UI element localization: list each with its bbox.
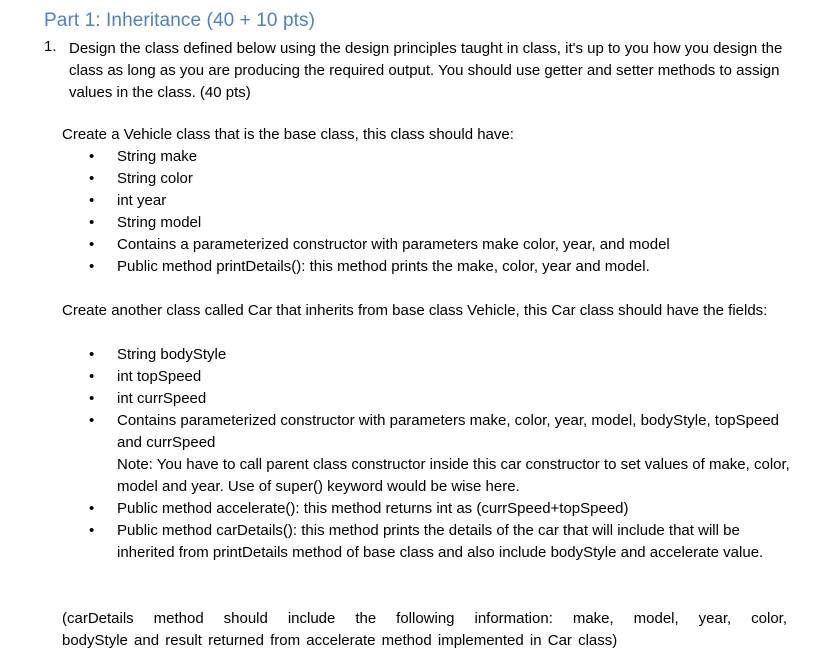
bullet-icon: • [89, 412, 95, 429]
bullet-icon: • [89, 500, 95, 517]
list-item: • int year [62, 190, 797, 212]
bullet-icon: • [89, 390, 95, 407]
bullet-icon: • [89, 236, 95, 253]
list-item: • String make [62, 146, 797, 168]
list-item: • Public method printDetails(): this method prints the make, color, year and model. [62, 256, 797, 278]
closing-line-1: (carDetails method should include the following information: make, model, year, color, [62, 610, 787, 627]
section-heading: Part 1: Inheritance (40 + 10 pts) [44, 10, 316, 31]
car-field-list [62, 344, 797, 564]
bullet-icon: • [89, 214, 95, 231]
bullet-icon: • [89, 170, 95, 187]
constructor-note: Note: You have to call parent class constructor inside this car constructor to set values of make, color, model and year. Use of super() keyword would be wise here. [117, 456, 790, 495]
bullet-icon: • [89, 148, 95, 165]
question-text: Design the class defined below using the design principles taught in class, it's up to you how you design the class as long as you are producing the required output. You should use getter and setter methods to assign values in the class. (40 pts) [69, 40, 783, 101]
list-item: • Contains a parameterized constructor with parameters make color, year, and model [62, 234, 797, 256]
list-item: • String bodyStyle [62, 344, 797, 366]
bullet-icon: • [89, 192, 95, 209]
car-intro: Create another class called Car that inherits from base class Vehicle, this Car class should have the fields: [62, 302, 768, 319]
list-item: • Public method accelerate(): this method returns int as (currSpeed+topSpeed) [62, 498, 797, 520]
bullet-icon: • [89, 368, 95, 385]
list-item: • String color [62, 168, 797, 190]
closing-note [62, 608, 787, 652]
list-item: • String model [62, 212, 797, 234]
bullet-icon: • [89, 346, 95, 363]
question-number: 1. [44, 38, 57, 55]
closing-line-2: bodyStyle and result returned from accelerate method implemented in Car class) [62, 632, 618, 649]
vehicle-intro: Create a Vehicle class that is the base class, this class should have: [62, 126, 514, 143]
list-item: • Contains parameterized constructor with parameters make, color, year, model, bodyStyle, topSpeed and currSpeed Note: You have to call parent class constructor inside this car constructor to set values of make, color, model and year. Use of super() keyword would be wise here. [89, 412, 790, 495]
list-item: • int currSpeed [62, 388, 797, 410]
list-item: • Public method carDetails(): this method prints the details of the car that will include that will be inherited from printDetails method of base class and also include bodyStyle and accelerate value. [89, 522, 764, 561]
vehicle-field-list [62, 146, 797, 278]
bullet-icon: • [89, 522, 95, 539]
bullet-icon: • [89, 258, 95, 275]
list-item: • int topSpeed [62, 366, 797, 388]
